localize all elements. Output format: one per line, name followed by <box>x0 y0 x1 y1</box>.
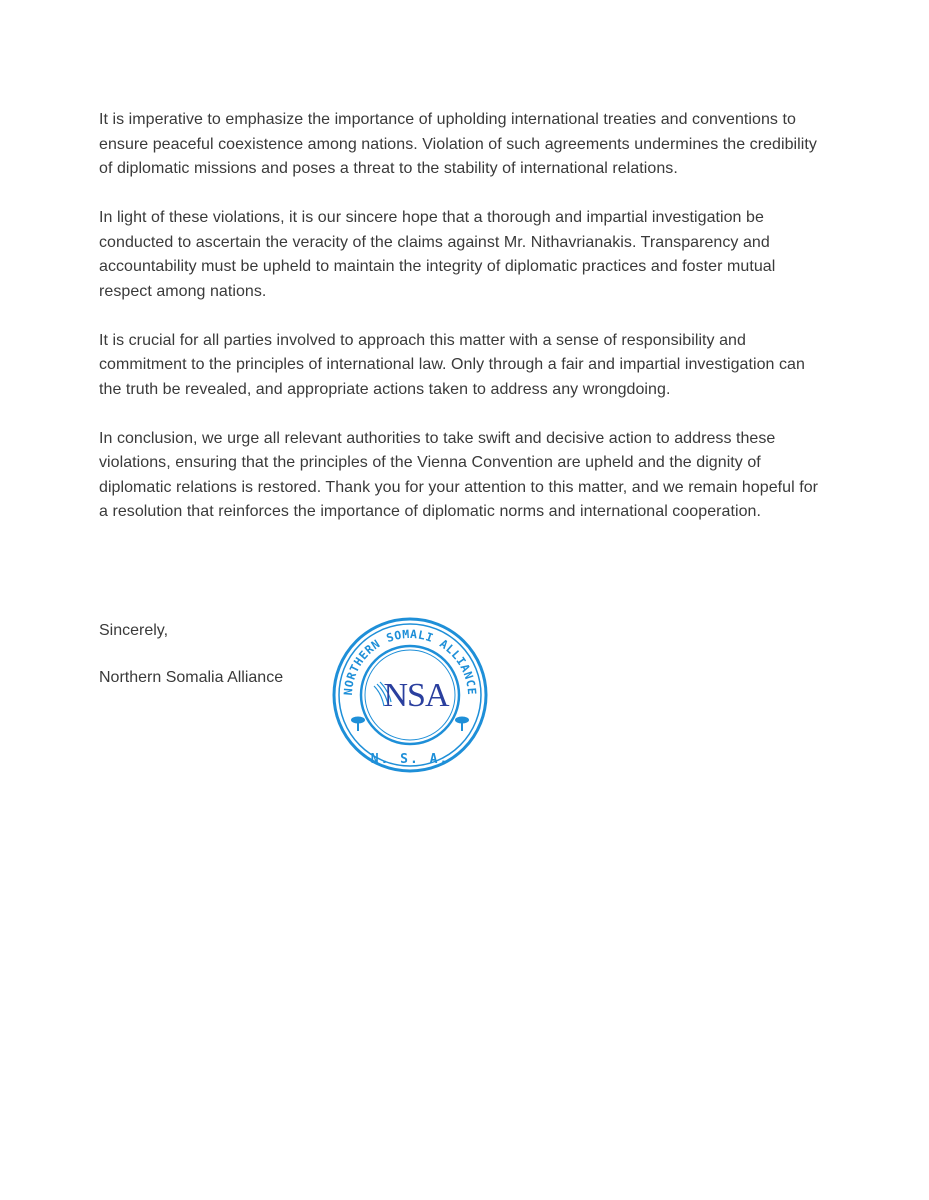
paragraph-investigation: In light of these violations, it is our sincere hope that a thorough and impartial investigation be conducted to ascertain the veracity of the claims against Mr. Nithavrianakis. Transparency and accountability must be upheld to maintain the integrity of diplomatic practices and foster mutual respect among nations. <box>99 209 776 300</box>
organization-seal-stamp <box>330 616 490 774</box>
letter-body <box>99 108 829 549</box>
signatory-name: Northern Somalia Alliance <box>99 669 284 686</box>
closing-salutation: Sincerely, <box>99 622 169 639</box>
seal-center-monogram: NSA <box>383 677 449 714</box>
seal-ring-text: NORTHERN SOMALI ALLIANCE <box>340 626 480 696</box>
seal-tree-left-icon <box>351 717 365 732</box>
paragraph-conclusion: In conclusion, we urge all relevant authorities to take swift and decisive action to address these violations, ensuring that the principles of the Vienna Convention are upheld and the dignity of diplomatic relations is restored. Thank you for your attention to this matter, and we remain hopeful for a resolution that reinforces the importance of diplomatic norms and international cooperation. <box>99 429 819 520</box>
paragraph-responsibility: It is crucial for all parties involved to approach this matter with a sense of responsibility and commitment to the principles of international law. Only through a fair and impartial investigation can the truth be revealed, and appropriate actions taken to address any wrongdoing. <box>99 331 805 398</box>
seal-bottom-text: N. S. A. <box>370 752 450 767</box>
paragraph-treaties: It is imperative to emphasize the importance of upholding international treaties and conventions to ensure peaceful coexistence among nations. Violation of such agreements undermines the credibility of diplomatic missions and poses a threat to the stability of international relations. <box>99 111 817 177</box>
seal-tree-right-icon <box>455 717 469 732</box>
